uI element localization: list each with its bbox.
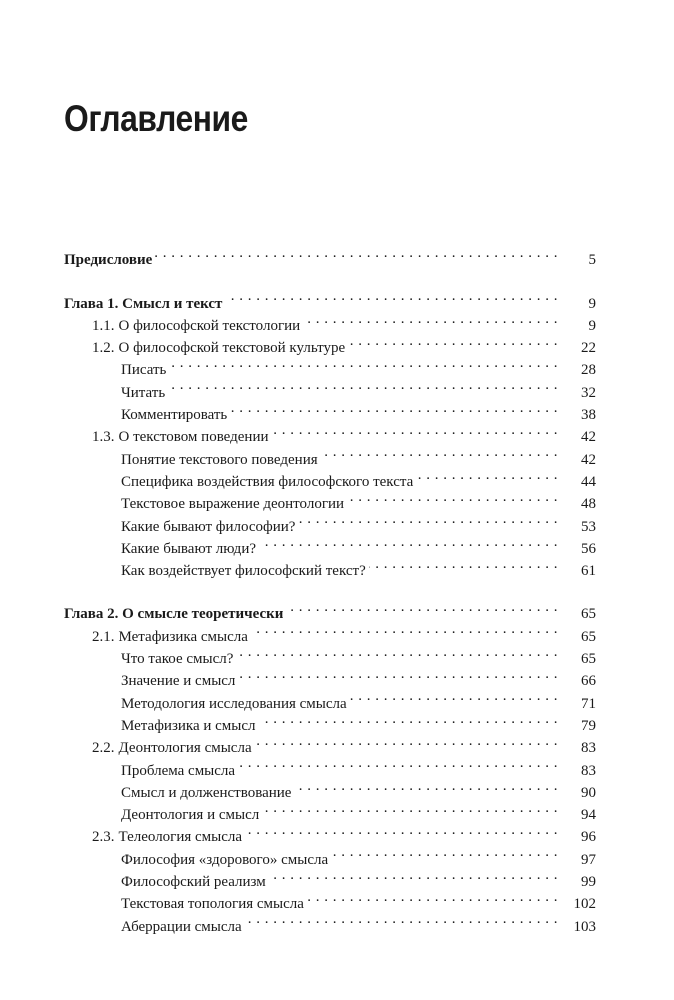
toc-dot-leader [245,819,558,841]
toc-dot-leader [331,841,558,863]
toc-page-number: 90 [581,784,596,801]
toc-entry-label: Специфика воздействия философского текста [121,473,414,490]
toc-subsection-entry [64,797,596,824]
toc-dot-leader [259,708,558,730]
toc-entry-label: О текстовом поведении [118,429,269,446]
toc-dot-leader [347,486,558,508]
toc-entry-title [121,916,245,938]
toc-entry-label: О философской текстологии [118,317,301,334]
toc-page-number: 56 [581,540,596,557]
toc-dot-leader [272,419,558,441]
toc-section-entry [64,618,596,645]
toc-chapter-entry [64,242,596,269]
page-title: Оглавление [64,98,248,139]
toc-page-number: 65 [581,651,596,668]
toc-page-number: 44 [581,473,596,490]
toc-page-number: 103 [573,918,596,935]
toc-entry-label: Какие бывают философии? [121,518,296,535]
toc-dot-leader [225,285,558,307]
toc-entry-label: Какие бывают люди? [121,540,256,557]
toc-entry-title [121,560,369,582]
toc-section-number: 1.1. [92,317,115,334]
toc-entry-label: Аберрации смысла [121,918,242,935]
table-of-contents [64,242,596,935]
toc-entry-label: Телеология смысла [118,829,243,846]
toc-dot-leader [238,752,558,774]
toc-entry-label: Смысл и долженствование [121,784,292,801]
toc-dot-leader [251,618,558,640]
toc-entry-label: О философской текстовой культуре [118,340,346,357]
toc-page-number: 96 [581,829,596,846]
toc-subsection-entry [64,531,596,557]
toc-page-number: 97 [581,851,596,868]
toc-entry-label: Текстовая топология смысла [121,896,304,913]
toc-chapter-entry [64,596,596,623]
toc-entry-label: Читать [121,384,166,401]
toc-subsection-entry [64,374,596,401]
toc-page-number: 65 [581,628,596,645]
toc-section-number: 2.2. [92,740,115,757]
toc-entry-label: Философский реализм [121,874,266,891]
toc-dot-leader [350,685,558,707]
toc-dot-leader [294,775,558,797]
toc-dot-leader [269,864,558,886]
toc-dot-leader [416,464,558,486]
toc-section-entry [64,730,596,757]
toc-entry-label: Комментировать [121,407,228,424]
toc-entry-label: Деонтология и смысл [121,807,260,824]
toc-page-number: 42 [581,429,596,446]
toc-chapter-entry [64,285,596,312]
toc-subsection-entry [64,641,596,668]
toc-subsection-entry [64,553,596,580]
toc-page-number: 102 [573,896,596,913]
toc-section-number: 2.1. [92,628,115,645]
toc-dot-leader [298,508,558,530]
toc-entry-label: Деонтология смысла [118,740,252,757]
toc-subsection-entry [64,397,596,424]
toc-page-number: 28 [581,362,596,379]
toc-section-entry [64,819,596,846]
toc-dot-leader [168,374,558,396]
toc-page-number: 5 [588,252,596,269]
toc-page-number: 38 [581,407,596,424]
toc-section-entry [64,419,596,446]
toc-page-number: 66 [581,673,596,690]
toc-subsection-entry [64,352,596,379]
toc-page-number: 94 [581,807,596,824]
toc-dot-leader [348,330,558,352]
toc-entry-label: Понятие текстового поведения [121,451,318,468]
toc-dot-leader [155,242,558,264]
toc-page-number: 9 [588,295,596,312]
toc-page-number: 83 [581,762,596,779]
toc-subsection-entry [64,864,596,891]
toc-dot-leader [169,352,558,374]
toc-subsection-entry [64,752,596,779]
toc-page-number: 42 [581,451,596,468]
toc-section-number: 2.3. [92,829,115,846]
toc-subsection-entry [64,708,596,734]
toc-entry-label: Что такое смысл? [121,651,234,668]
toc-page-number: 61 [581,563,596,580]
toc-entry-label: Текстовое выражение деонтологии [121,496,345,513]
toc-entry-label: Значение и смысл [121,673,236,690]
toc-dot-leader [307,886,558,908]
toc-entry-label: Метафизика смысла [118,628,248,645]
toc-dot-leader [245,908,558,930]
toc-subsection-entry [64,886,596,913]
toc-page-number: 83 [581,740,596,757]
toc-section-entry [64,330,596,357]
toc-dot-leader [369,553,558,575]
toc-page-number: 22 [581,340,596,357]
toc-page-number: 53 [581,518,596,535]
toc-entry-label: Глава 1. Смысл и текст [64,295,223,312]
toc-dot-leader [230,397,558,419]
toc-subsection-entry [64,841,596,868]
toc-entry-label: Проблема смысла [121,762,236,779]
toc-page-number: 99 [581,874,596,891]
toc-section-number: 1.2. [92,340,115,357]
toc-page-number: 9 [588,317,596,334]
toc-entry-label: Предисловие [64,252,153,269]
toc-section-number: 1.3. [92,429,115,446]
toc-page-number: 32 [581,384,596,401]
toc-page-number: 48 [581,496,596,513]
toc-section-entry [64,308,596,334]
toc-subsection-entry [64,464,596,490]
toc-dot-leader [255,730,558,752]
toc-dot-leader [321,441,558,463]
toc-dot-leader [286,596,558,618]
toc-entry-label: Как воздействует философский текст? [121,563,366,580]
toc-page-number: 79 [581,717,596,734]
toc-entry-label: Методология исследования смысла [121,695,347,712]
toc-entry-label: Метафизика и смысл [121,717,256,734]
toc-dot-leader [262,797,558,819]
toc-subsection-entry [64,508,596,535]
toc-subsection-entry [64,685,596,712]
toc-subsection-entry [64,908,596,935]
toc-dot-leader [238,663,558,685]
toc-page-number: 65 [581,606,596,623]
toc-subsection-entry [64,663,596,690]
toc-page-number: 71 [581,695,596,712]
toc-entry-label: Писать [121,362,167,379]
toc-entry-label: Философия «здорового» смысла [121,851,329,868]
toc-dot-leader [236,641,558,663]
toc-dot-leader [259,531,558,553]
toc-subsection-entry [64,775,596,801]
toc-entry-title [64,249,155,271]
toc-subsection-entry [64,486,596,513]
toc-entry-label: Глава 2. О смысле теоретически [64,606,284,623]
toc-dot-leader [303,308,558,330]
toc-subsection-entry [64,441,596,468]
